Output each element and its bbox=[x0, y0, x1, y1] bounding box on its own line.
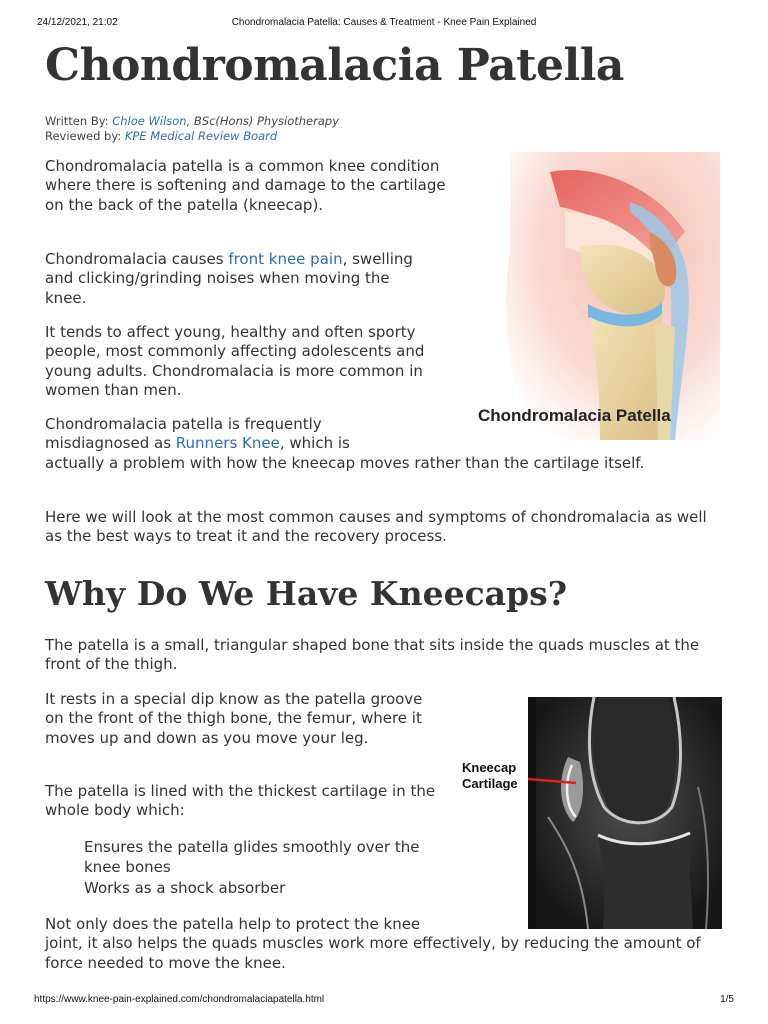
kneecaps-paragraph-2: It rests in a special dip know as the patella groove on the front of the thigh bone, the femur, where it moves up and down as you move your leg. bbox=[45, 690, 423, 747]
knee-figure-caption: Chondromalacia Patella bbox=[478, 406, 671, 425]
knee-anatomy-illustration bbox=[470, 152, 720, 440]
print-url: https://www.knee-pain-explained.com/chondromalaciapatella.html bbox=[34, 994, 325, 1005]
author-credentials: , BSc(Hons) Physiotherapy bbox=[186, 114, 339, 128]
list-item: Works as a shock absorber bbox=[84, 879, 286, 897]
patella-functions-list bbox=[84, 837, 434, 899]
front-knee-pain-link[interactable]: front knee pain bbox=[228, 250, 343, 268]
byline bbox=[45, 114, 339, 144]
runners-knee-link[interactable]: Runners Knee bbox=[175, 434, 280, 453]
kneecaps-paragraph-1: The patella is a small, triangular shaped bone that sits inside the quads muscles at the front of the thigh. bbox=[45, 636, 700, 674]
intro-paragraph-2: Chondromalacia causes front knee pain, swelling and clicking/grinding noises when moving the knee. bbox=[45, 250, 413, 307]
intro-paragraph-5: Here we will look at the most common causes and symptoms of chondromalacia as well as the best ways to treat it and the recovery process. bbox=[45, 508, 707, 546]
mri-label-cartilage: Cartilage bbox=[462, 776, 518, 791]
intro-paragraph-1: Chondromalacia patella is a common knee condition where there is softening and damage to the cartilage on the back of the patella (kneecap). bbox=[45, 157, 446, 214]
intro-paragraph-4: Chondromalacia patella is frequently misdiagnosed as Runners Knee, which is actually a problem with how the kneecap moves rather than the cartilage itself. bbox=[45, 415, 645, 472]
knee-mri-image bbox=[528, 697, 722, 929]
written-by-label: Written By: bbox=[45, 114, 109, 128]
print-page-title: Chondromalacia Patella: Causes & Treatment - Knee Pain Explained bbox=[231, 17, 537, 28]
kneecaps-paragraph-4: Not only does the patella help to protect the knee joint, it also helps the quads muscles work more effectively, by reducing the amount of force needed to move the knee. bbox=[45, 915, 701, 972]
reviewed-by-label: Reviewed by: bbox=[45, 129, 122, 143]
print-page-number: 1/5 bbox=[720, 994, 734, 1005]
kneecaps-paragraph-3: The patella is lined with the thickest cartilage in the whole body which: bbox=[45, 782, 436, 820]
article-title: Chondromalacia Patella bbox=[45, 40, 624, 91]
reviewer-link[interactable]: KPE Medical Review Board bbox=[124, 129, 278, 143]
author-link[interactable]: Chloe Wilson bbox=[112, 114, 187, 128]
print-datetime: 24/12/2021, 21:02 bbox=[37, 17, 118, 28]
section-title-kneecaps: Why Do We Have Kneecaps? bbox=[45, 574, 568, 613]
mri-label-kneecap: Kneecap bbox=[462, 760, 517, 775]
list-item: Ensures the patella glides smoothly over the knee bones bbox=[84, 838, 420, 876]
intro-paragraph-3: It tends to affect young, healthy and often sporty people, most commonly affecting adolescents and young adults. Chondromalacia is more common in women than men. bbox=[45, 323, 425, 400]
